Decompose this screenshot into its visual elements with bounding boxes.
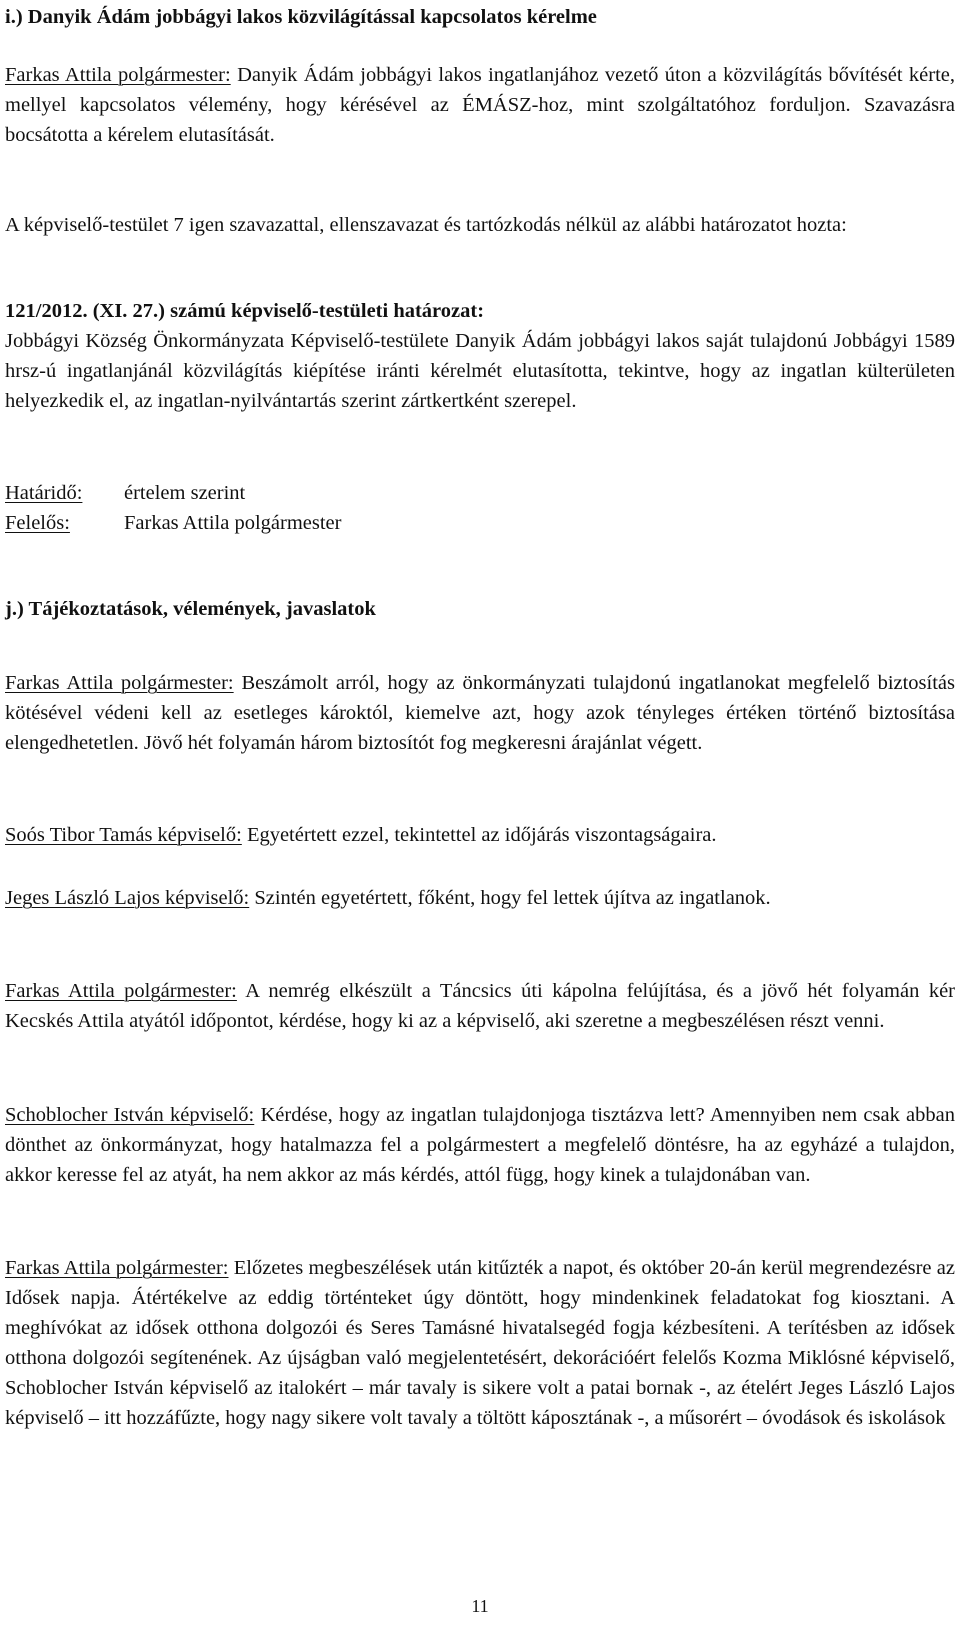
responsible-value: Farkas Attila polgármester: [124, 512, 342, 534]
speaker-label: Jeges László Lajos képviselő:: [5, 887, 250, 909]
paragraph-text: Egyetértett ezzel, tekintettel az időjárás viszontagságaira.: [241, 824, 717, 846]
paragraph: [5, 60, 955, 150]
speaker-label: Farkas Attila polgármester:: [5, 672, 234, 694]
speaker-label: Farkas Attila polgármester:: [5, 64, 231, 86]
paragraph: [5, 1100, 955, 1190]
paragraph-text: Beszámolt arról, hogy az önkormányzati tulajdonú ingatlanokat megfelelő biztosítás kötésével védeni kell az esetleges károktól, kiemelve azt, hogy azok tényleges értéken történő biztosítása elengedhetetlen. Jövő hét folyamán három biztosítót fog megkeresni árajánlat végett.: [5, 672, 955, 755]
resolution: [5, 296, 955, 416]
speaker-label: Farkas Attila polgármester:: [5, 1257, 229, 1279]
responsible-row: [5, 508, 341, 538]
responsible-label: Felelős:: [5, 512, 70, 534]
paragraph-text: Előzetes megbeszélések után kitűzték a napot, és október 20-án kerül megrendezésre az Idősek napja. Átértékelve az eddig történteket úgy döntött, hogy mindenkinek feladatokat fog kiosztani. A meghívókat az idősek otthona dolgozói és Seres Tamásné hivatalsegéd fogja kézbesíteni. A terítésben az idősek otthona dolgozói segítenének. Az újságban való megjelentetésért, dekorációért felelős Kozma Miklósné képviselő, Schoblocher István képviselő az italokért – már tavaly is sikere volt a patai bornak -, az ételért Jeges László Lajos képviselő – itt hozzáfűzte, hogy nagy sikere volt tavaly a töltött káposztának -, a műsorért – óvodások és iskolások: [5, 1257, 956, 1430]
vote-paragraph: A képviselő-testület 7 igen szavazattal, ellenszavazat és tartózkodás nélkül az alábbi határozatot hozta:: [5, 214, 847, 236]
deadline-label-wrap: [5, 478, 124, 508]
paragraph: [5, 1253, 955, 1434]
section-j-heading: j.) Tájékoztatások, vélemények, javaslatok: [5, 598, 376, 620]
paragraph: [5, 668, 955, 758]
deadline-row: [5, 478, 245, 508]
paragraph: [5, 883, 955, 913]
page-number: 11: [471, 1596, 489, 1616]
paragraph-text: Kérdése, hogy az ingatlan tulajdonjoga tisztázva lett? Amennyiben nem csak abban dönthet az önkormányzat, hogy hatalmazza fel a polgármestert a megfelelő döntésre, ha az egyházé a tulajdon, akkor keresse fel az atyát, ha nem akkor az más kérdés, attól függ, hogy kinek a tulajdonában van.: [5, 1104, 955, 1187]
speaker-label: Farkas Attila polgármester:: [5, 980, 237, 1002]
resolution-text: Jobbágyi Község Önkormányzata Képviselő-testülete Danyik Ádám jobbágyi lakos saját tulajdonú Jobbágyi 1589 hrsz-ú ingatlanjánál közvilágítás kiépítése iránti kérelmét elutasította, tekintve, hogy az ingatlan külterületen helyezkedik el, az ingatlan-nyilvántartás szerint zártkertként szerepel.: [5, 330, 955, 413]
deadline-label: Határidő:: [5, 482, 83, 504]
speaker-label: Schoblocher István képviselő:: [5, 1104, 255, 1126]
paragraph-text: Danyik Ádám jobbágyi lakos ingatlanjához vezető úton a közvilágítás bővítését kérte, mellyel kapcsolatos vélemény, hogy kérésével az ÉMÁSZ-hoz, mint szolgáltatóhoz forduljon. Szavazásra bocsátotta a kérelem elutasítását.: [5, 64, 955, 147]
resolution-title: 121/2012. (XI. 27.) számú képviselő-testületi határozat:: [5, 300, 485, 322]
section-i-heading: i.) Danyik Ádám jobbágyi lakos közvilágítással kapcsolatos kérelme: [5, 6, 597, 28]
paragraph: [5, 820, 955, 850]
paragraph-text: A nemrég elkészült a Táncsics úti kápolna felújítása, és a jövő hét folyamán kér Kecskés Attila atyától időpontot, kérdése, hogy ki az a képviselő, aki szeretne a megbeszélésen részt venni.: [5, 980, 956, 1033]
deadline-value: értelem szerint: [124, 482, 246, 504]
responsible-label-wrap: [5, 508, 124, 538]
paragraph-text: Szintén egyetértett, főként, hogy fel lettek újítva az ingatlanok.: [249, 887, 771, 909]
document-page: [5, 0, 955, 1627]
speaker-label: Soós Tibor Tamás képviselő:: [5, 824, 242, 846]
paragraph: [5, 976, 955, 1036]
